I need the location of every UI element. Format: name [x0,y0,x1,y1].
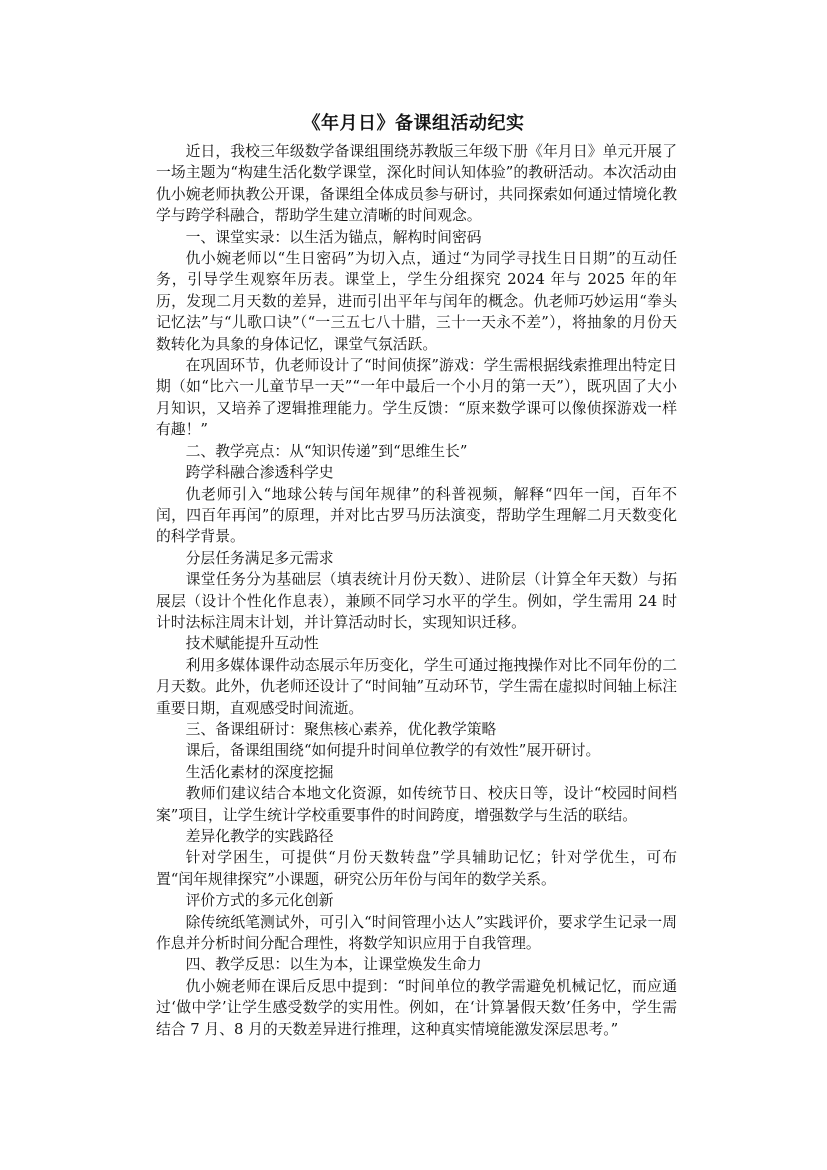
document-body [156,141,677,1040]
subheading: 技术赋能提升互动性 [185,635,319,653]
body-paragraph: 仇老师引入“地球公转与闰年规律”的科普视频，解释“四年一闰，百年不闰，四百年再闰”的原理，并对比古罗马历法演变，帮助学生理解二月天数变化的科学背景。 [156,485,677,546]
subheading: 生活化素材的深度挖掘 [185,763,334,781]
section-heading-4: 四、教学反思：以生为本，让课堂焕发生命力 [185,956,482,974]
subheading: 跨学科融合渗透科学史 [185,464,334,482]
body-paragraph: 利用多媒体课件动态展示年历变化，学生可通过拖拽操作对比不同年份的二月天数。此外，仇老师还设计了“时间轴”互动环节，学生需在虚拟时间轴上标注重要日期，直观感受时间流逝。 [156,656,677,717]
subheading: 差异化教学的实践路径 [185,828,334,845]
body-paragraph: 教师们建议结合本地文化资源，如传统节日、校庆日等，设计“校园时间档案”项目，让学生统计学校重要事件的时间跨度，增强数学与生活的联结。 [156,785,677,824]
body-paragraph: 针对学困生，可提供“月份天数转盘”学具辅助记忆；针对学优生，可布置“闰年规律探究”小课题，研究公历年份与闰年的数学关系。 [156,849,677,888]
body-paragraph: 除传统纸笔测试外，可引入“时间管理小达人”实践评价，要求学生记录一周作息并分析时间分配合理性，将数学知识应用于自我管理。 [156,913,677,953]
section-heading-1: 一、课堂实录：以生活为锚点，解构时间密码 [185,228,482,246]
subheading: 分层任务满足多元需求 [185,549,334,567]
subheading: 评价方式的多元化创新 [185,892,334,910]
body-paragraph: 课堂任务分为基础层（填表统计月份天数）、进阶层（计算全年天数）与拓展层（设计个性化作息表），兼顾不同学习水平的学生。例如，学生需用 24 时计时法标注周末计划，并计算活动时长，实现知识迁移。 [156,571,677,631]
body-paragraph: 在巩固环节，仇老师设计了“时间侦探”游戏：学生需根据线索推理出特定日期（如“比六一儿童节早一天”“一年中最后一个小月的第一天”），既巩固了大小月知识，又培养了逻辑推理能力。学生反馈：“原来数学课可以像侦探游戏一样有趣！” [156,357,677,439]
body-paragraph: 仇小婉老师以“生日密码”为切入点，通过“为同学寻找生日日期”的互动任务，引导学生观察年历表。课堂上，学生分组探究 2024 年与 2025 年的年历，发现二月天数的差异，进而引出平年与闰年的概念。仇老师巧妙运用“拳头记忆法”与“儿歌口诀”（“一三五七八十腊，三十一天永不差”），将抽象的月份天数转化为具象的身体记忆，课堂气氛活跃。 [156,250,677,353]
document-title: 《年月日》备课组活动纪实 [302,113,525,134]
section-heading-2: 二、教学亮点：从“知识传递”到“思维生长” [185,442,468,460]
section-heading-3: 三、备课组研讨：聚焦核心素养，优化教学策略 [185,720,497,738]
body-paragraph: 课后，备课组围绕“如何提升时间单位教学的有效性”展开研讨。 [185,742,601,760]
body-paragraph: 仇小婉老师在课后反思中提到：“时间单位的教学需避免机械记忆，而应通过‘做中学’让学生感受数学的实用性。例如，在‘计算暑假天数’任务中，学生需结合 7 月、8 月的天数差异进行推理，这种真实情境能激发深层思考。” [156,977,677,1038]
intro-paragraph: 近日，我校三年级数学备课组围绕苏教版三年级下册《年月日》单元开展了一场主题为“构建生活化数学课堂，深化时间认知体验”的教研活动。本次活动由仇小婉老师执教公开课，备课组全体成员参与研讨，共同探索如何通过情境化教学与跨学科融合，帮助学生建立清晰的时间观念。 [156,143,677,225]
